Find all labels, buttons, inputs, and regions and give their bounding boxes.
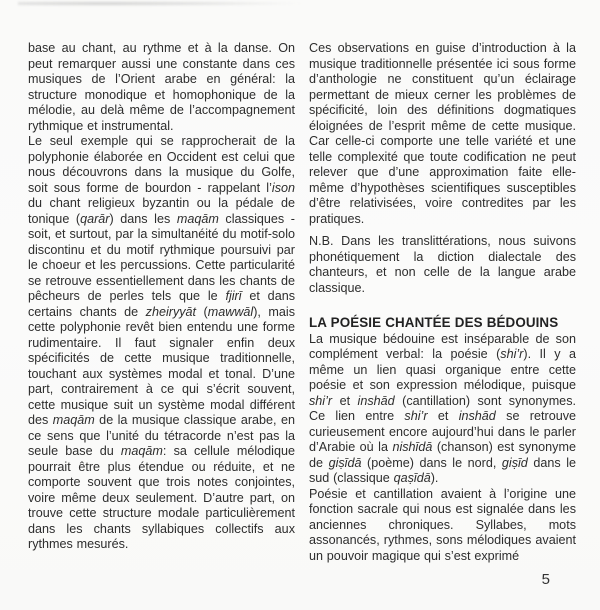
- two-column-text: [28, 41, 576, 564]
- transliterated-term: nishīdā: [392, 440, 433, 454]
- text-run: La musique bédouine est inséparable de son complément verbal: la poésie (: [309, 331, 576, 361]
- text-run: et dans certains chants de: [28, 289, 295, 319]
- text-run: classiques - soit, et surtout, par la simultanéité du motif-solo discontinu et du motif rythmique poursuivi par le choeur et les percussions. Cette particularité se retrouve essentiellement dans les chants de pêcheurs de perles tels que le: [28, 211, 295, 303]
- section-heading: [309, 315, 576, 331]
- text-run: base au chant, au rythme et à la danse. On peut remarquer aussi une constante dans ces musiques de l’Orient arabe en général: la structure monodique et homophonique de la mélodie, au delà même de l’accompagnement rythmique et instrumental.: [28, 41, 295, 133]
- transliterated-term: zheiryyāt: [145, 304, 197, 319]
- transliterated-term: giṣīdā: [328, 455, 362, 470]
- transliterated-term: shi’r: [404, 409, 428, 423]
- transliterated-term: mawwāl: [207, 304, 254, 319]
- text-run: N.B. Dans les translittérations, nous suivons phonétiquement la diction dialectale des chanteurs, et non celle de la langue arabe classique.: [309, 234, 576, 295]
- text-run: de la musique classique arabe, en ce sens que l’unité du tétracorde n’est pas la seule base du: [28, 413, 295, 458]
- transliterated-term: qarār: [80, 211, 110, 226]
- text-run: ) dans les: [109, 211, 177, 226]
- text-run: ).: [430, 471, 439, 485]
- text-run: et: [332, 393, 358, 408]
- body-paragraph: [309, 487, 576, 565]
- text-run: dans le sud (classique: [309, 455, 576, 485]
- body-paragraph: [28, 134, 295, 553]
- text-run: et: [427, 409, 459, 423]
- text-run: se retrouve curieusement encore aujourd’hui dans le parler d’Arabie où la: [309, 409, 576, 454]
- page-number: 5: [541, 571, 550, 588]
- text-run: ), mais cette polyphonie revêt bien entendu une forme rudimentaire. Il faut signaler enfin deux spécificités de cette musique traditionnelle, touchant aux systèmes modal et tonal. D’une part, contrairement à ce qui s’écrit souvent, cette musique suit un système modal différent des: [28, 304, 295, 427]
- text-run: ). Il y a même un lien quasi organique entre cette poésie et son expression mélodique, puisque: [309, 347, 576, 392]
- transliterated-term: inshād: [458, 409, 496, 423]
- left-column: [28, 41, 295, 564]
- transliterated-term: maqām: [176, 211, 219, 226]
- body-paragraph: [309, 332, 576, 487]
- note-paragraph: [309, 234, 576, 296]
- right-column: [309, 41, 576, 564]
- text-run: (poème) dans le nord,: [361, 455, 502, 470]
- text-run: du chant religieux byzantin ou la pédale de tonique (: [28, 196, 295, 226]
- text-run: (chanson) est synonyme de: [309, 440, 576, 470]
- scan-artifact: [18, 1, 308, 6]
- text-run: : sa cellule mélodique pourrait être plus étendue ou réduite, et ne comporte souvent que trois notes conjointes, voire même deux seulement. D’autre part, on trouve cette structure modale particulièrement dans les chants syllabiques collectifs aux rythmes mesurés.: [28, 444, 295, 551]
- text-run: Le seul exemple qui se rapprocherait de la polyphonie élaborée en Occident est celui que nous découvrons dans la musique du Golfe, soit sous forme de bourdon - rappelant l’: [28, 134, 295, 195]
- transliterated-term: maqām: [52, 413, 95, 427]
- text-run: LA POÉSIE CHANTÉE DES BÉDOUINS: [309, 315, 559, 330]
- text-run: (: [196, 304, 208, 319]
- transliterated-term: inshād: [357, 393, 395, 408]
- body-paragraph: [28, 41, 295, 134]
- transliterated-term: maqām: [120, 444, 163, 458]
- body-paragraph: [309, 41, 576, 227]
- transliterated-term: giṣīd: [501, 455, 528, 470]
- text-run: Poésie et cantillation avaient à l’origine une fonction sacrale qui nous est signalée dans les anciennes chroniques. Syllabes, mots assonancés, rythmes, sons mélodiques avaient un pouvoir magique qui s’est exprimé: [309, 486, 576, 563]
- transliterated-term: shi’r: [500, 347, 524, 361]
- transliterated-term: qaṣīdā: [393, 471, 431, 485]
- transliterated-term: shi’r: [309, 393, 333, 408]
- transliterated-term: fjirī: [225, 289, 242, 303]
- text-run: Ces observations en guise d’introduction à la musique traditionnelle présentée ici sous forme d’anthologie ne constituent qu’un éclairage permettant de mieux cerner les problèmes de spécificité, loin des définitions dogmatiques éloignées de l’esprit même de cette musique. Car celle-ci comporte une telle variété et une telle complexité que toute codification ne peut relever que d’une approximation faite elle-même d’hypothèses scientifiques susceptibles d’être relativisées, voire contredites par les pratiques.: [309, 41, 576, 226]
- text-run: (cantillation) sont synonymes. Ce lien entre: [309, 393, 576, 423]
- transliterated-term: ison: [271, 180, 295, 195]
